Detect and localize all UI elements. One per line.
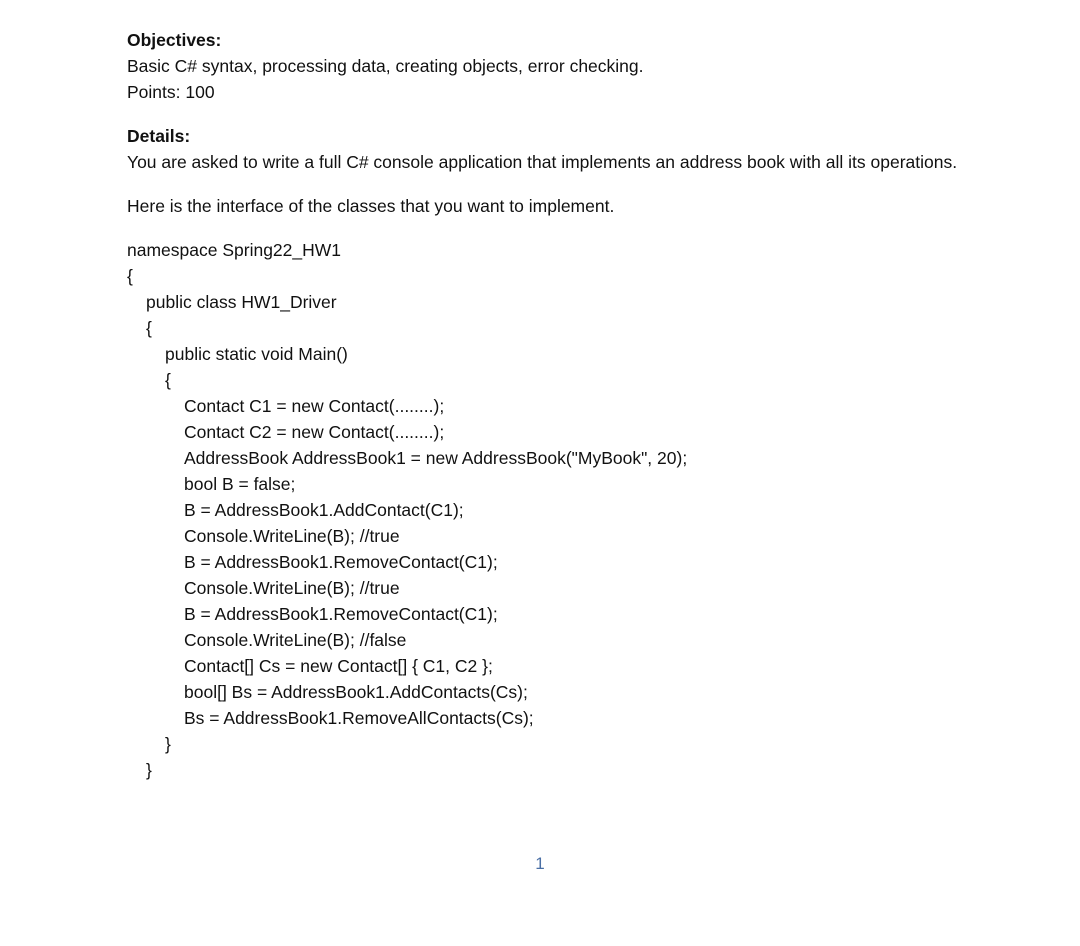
code-brace: { [127,266,133,286]
code-line: B = AddressBook1.RemoveContact(C1); [184,552,498,572]
interface-intro: Here is the interface of the classes that you want to implement. [127,196,615,216]
details-text: You are asked to write a full C# console application that implements an address book with all its operations. [127,152,958,172]
code-namespace: namespace Spring22_HW1 [127,240,342,260]
code-main-decl: public static void Main() [165,344,348,364]
code-brace: } [165,734,171,754]
details-heading: Details: [127,126,191,146]
code-block [127,237,967,783]
code-line: B = AddressBook1.AddContact(C1); [184,500,464,520]
code-line: B = AddressBook1.RemoveContact(C1); [184,604,498,624]
points-text: Points: 100 [127,82,215,102]
code-line: Console.WriteLine(B); //true [184,578,400,598]
code-line: bool B = false; [184,474,296,494]
document-content [127,27,967,783]
spacer [127,175,967,193]
code-brace: { [146,318,152,338]
code-class-decl: public class HW1_Driver [146,292,337,312]
code-brace: { [165,370,171,390]
page-number: 1 [535,854,545,873]
code-line: Console.WriteLine(B); //false [184,630,407,650]
code-line: Contact C1 = new Contact(........); [184,396,445,416]
code-brace: } [146,760,152,780]
code-line: Console.WriteLine(B); //true [184,526,400,546]
code-line: Contact[] Cs = new Contact[] { C1, C2 }; [184,656,493,676]
code-line: bool[] Bs = AddressBook1.AddContacts(Cs); [184,682,528,702]
objectives-text: Basic C# syntax, processing data, creating objects, error checking. [127,56,644,76]
code-line: Bs = AddressBook1.RemoveAllContacts(Cs); [184,708,534,728]
spacer [127,219,967,237]
spacer [127,105,967,123]
code-line: AddressBook AddressBook1 = new AddressBook("MyBook", 20); [184,448,688,468]
objectives-heading: Objectives: [127,30,222,50]
code-line: Contact C2 = new Contact(........); [184,422,445,442]
